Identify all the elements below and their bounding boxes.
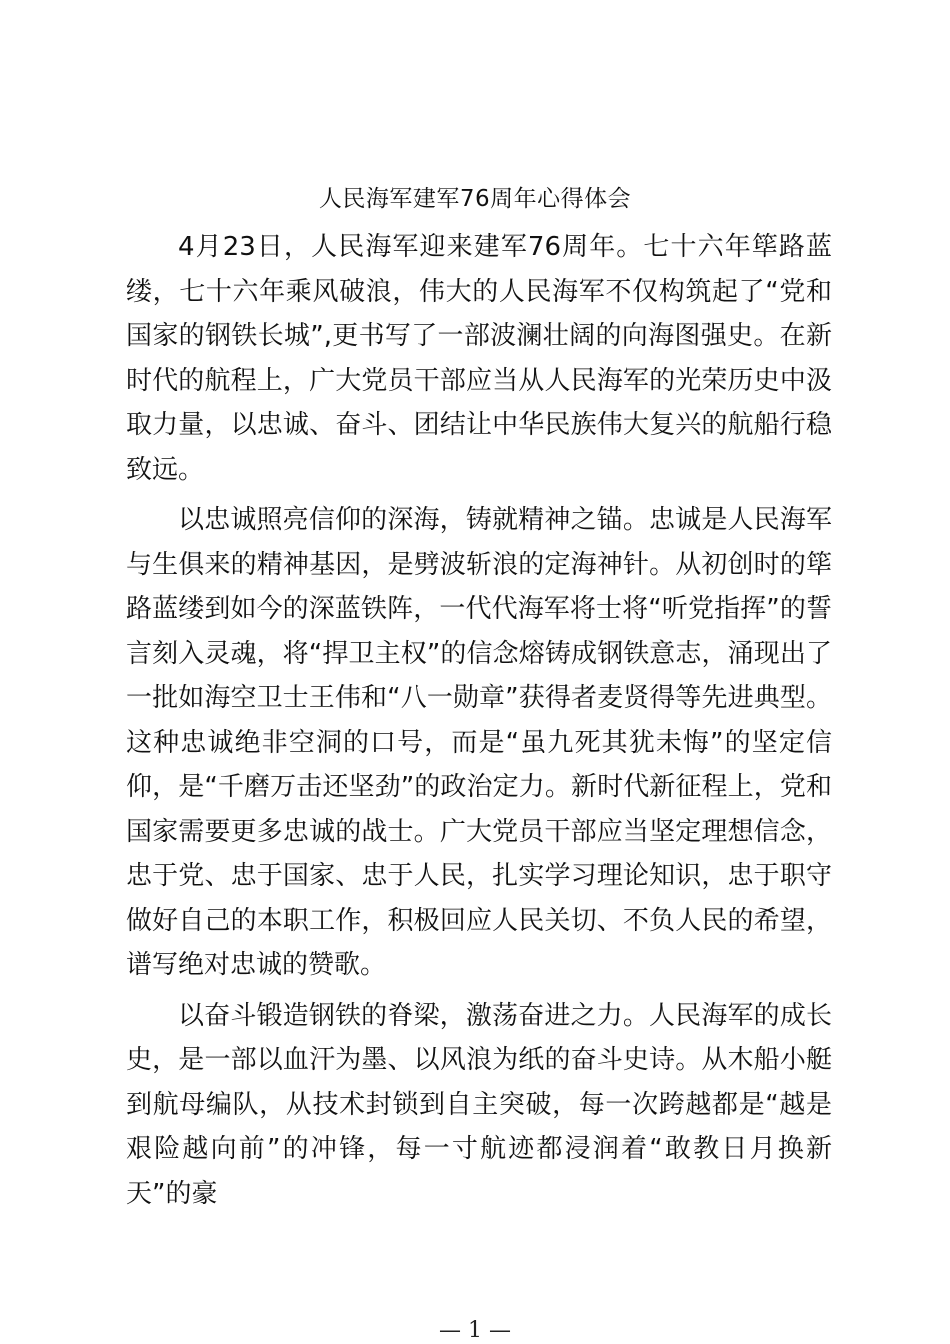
document-title: 人民海军建军76周年心得体会 — [318, 186, 632, 212]
paragraph-loyalty: 以忠诚照亮信仰的深海，铸就精神之锚。忠诚是人民海军与生俱来的精神基因，是劈波斩浪的定海神针。从初创时的筚路蓝缕到如今的深蓝铁阵，一代代海军将士将“听党指挥”的誓言刻入灵魂，将“捍卫主权”的信念熔铸成钢铁意志，涌现出了一批如海空卫士王伟和“八一勋章”获得者麦贤得等先进典型。这种忠诚绝非空洞的口号，而是“虽九死其犹未悔”的坚定信仰，是“千磨万击还坚劲”的政治定力。新时代新征程上，党和国家需要更多忠诚的战士。广大党员干部应当坚定理想信念，忠于党、忠于国家、忠于人民，扎实学习理论知识，忠于职守做好自己的本职工作，积极回应人民关切、不负人民的希望，谱写绝对忠诚的赞歌。 — [126, 505, 832, 980]
paragraph-intro: 4月23日，人民海军迎来建军76周年。七十六年筚路蓝缕，七十六年乘风破浪，伟大的人民海军不仅构筑起了“党和国家的钢铁长城”,更书写了一部波澜壮阔的向海图强史。在新时代的航程上，广大党员干部应当从人民海军的光荣历史中汲取力量，以忠诚、奋斗、团结让中华民族伟大复兴的航船行稳致远。 — [126, 232, 832, 485]
document-body — [126, 225, 832, 1216]
paragraph-struggle: 以奋斗锻造钢铁的脊梁，激荡奋进之力。人民海军的成长史，是一部以血汗为墨、以风浪为纸的奋斗史诗。从木船小艇到航母编队，从技术封锁到自主突破，每一次跨越都是“越是艰险越向前”的冲锋，每一寸航迹都浸润着“敢教日月换新天”的豪 — [126, 1000, 832, 1209]
page-number: — 1 — — [439, 1318, 511, 1343]
